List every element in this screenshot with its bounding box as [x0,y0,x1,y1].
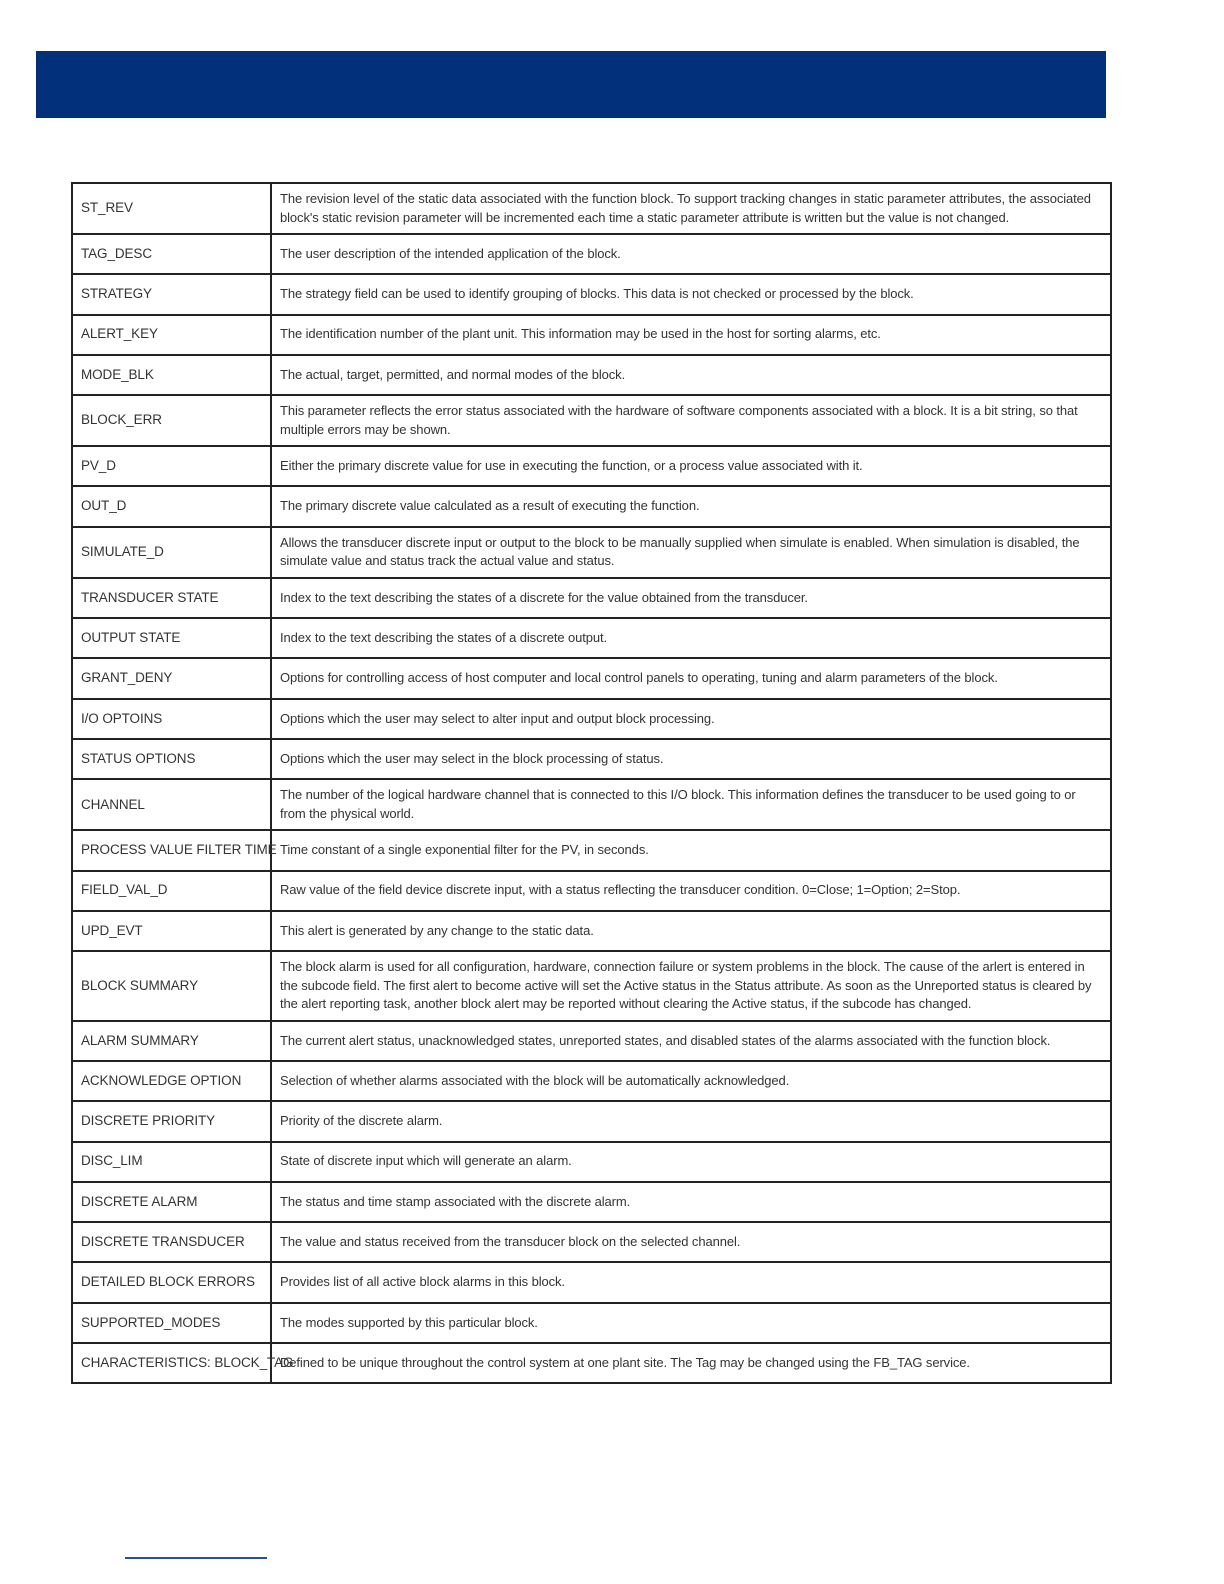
parameter-name: STATUS OPTIONS [72,739,271,779]
table-row [72,1262,1111,1302]
parameter-name: BLOCK_ERR [72,395,271,446]
parameter-name: DISCRETE ALARM [72,1182,271,1222]
table-row [72,446,1111,486]
footer-rule [125,1557,267,1559]
parameter-name: DISC_LIM [72,1142,271,1182]
table-row [72,183,1111,234]
parameter-description: Options for controlling access of host computer and local control panels to operating, tuning and alarm parameters of the block. [271,658,1111,698]
table-row [72,315,1111,355]
table-row [72,658,1111,698]
parameter-name: TAG_DESC [72,234,271,274]
parameter-name: DISCRETE PRIORITY [72,1101,271,1141]
table-row [72,1303,1111,1343]
parameter-description: Time constant of a single exponential filter for the PV, in seconds. [271,830,1111,870]
table-row [72,739,1111,779]
parameter-name: ACKNOWLEDGE OPTION [72,1061,271,1101]
parameter-description: The modes supported by this particular block. [271,1303,1111,1343]
parameter-name: PROCESS VALUE FILTER TIME [72,830,271,870]
parameter-name: FIELD_VAL_D [72,871,271,911]
parameter-name: UPD_EVT [72,911,271,951]
table-row [72,1343,1111,1383]
parameter-name: ALARM SUMMARY [72,1021,271,1061]
header-band [36,51,1106,118]
parameter-description: Provides list of all active block alarms in this block. [271,1262,1111,1302]
table-row [72,527,1111,578]
parameter-description: Raw value of the field device discrete input, with a status reflecting the transducer condition. 0=Close; 1=Option; 2=Stop. [271,871,1111,911]
parameter-description: Index to the text describing the states of a discrete for the value obtained from the transducer. [271,578,1111,618]
parameter-description: Priority of the discrete alarm. [271,1101,1111,1141]
parameter-description: Selection of whether alarms associated with the block will be automatically acknowledged. [271,1061,1111,1101]
parameter-description: Options which the user may select in the block processing of status. [271,739,1111,779]
parameter-name: OUTPUT STATE [72,618,271,658]
table-row [72,779,1111,830]
parameter-name: SUPPORTED_MODES [72,1303,271,1343]
table-row [72,1021,1111,1061]
table-row [72,274,1111,314]
parameter-description: Allows the transducer discrete input or output to the block to be manually supplied when simulate is enabled. When simulation is disabled, the simulate value and status track the actual value and status. [271,527,1111,578]
parameter-description: The identification number of the plant unit. This information may be used in the host for sorting alarms, etc. [271,315,1111,355]
parameter-name: TRANSDUCER STATE [72,578,271,618]
parameter-name: SIMULATE_D [72,527,271,578]
parameter-name: CHANNEL [72,779,271,830]
table-row [72,395,1111,446]
table-row [72,1142,1111,1182]
table-row [72,578,1111,618]
parameter-table-body [72,183,1111,1383]
parameter-description: The number of the logical hardware channel that is connected to this I/O block. This information defines the transducer to be used going to or from the physical world. [271,779,1111,830]
table-row [72,1222,1111,1262]
parameter-name: OUT_D [72,486,271,526]
parameter-name: MODE_BLK [72,355,271,395]
parameter-name: ST_REV [72,183,271,234]
parameter-table [71,182,1112,1384]
parameter-description: The user description of the intended application of the block. [271,234,1111,274]
table-row [72,234,1111,274]
parameter-description: State of discrete input which will generate an alarm. [271,1142,1111,1182]
table-row [72,911,1111,951]
parameter-description: Either the primary discrete value for use in executing the function, or a process value associated with it. [271,446,1111,486]
parameter-name: DETAILED BLOCK ERRORS [72,1262,271,1302]
parameter-description: Index to the text describing the states of a discrete output. [271,618,1111,658]
parameter-description: The actual, target, permitted, and normal modes of the block. [271,355,1111,395]
parameter-description: The block alarm is used for all configuration, hardware, connection failure or system problems in the block. The cause of the arlert is entered in the subcode field. The first alert to become active will set the Active status in the Status attribute. As soon as the Unreported status is cleared by the alert reporting task, another block alert may be reported without clearing the Active status, if the subcode has changed. [271,951,1111,1021]
table-row [72,871,1111,911]
parameter-name: BLOCK SUMMARY [72,951,271,1021]
table-row [72,1101,1111,1141]
table-row [72,355,1111,395]
table-row [72,830,1111,870]
parameter-description: The primary discrete value calculated as a result of executing the function. [271,486,1111,526]
table-row [72,951,1111,1021]
parameter-name: PV_D [72,446,271,486]
parameter-description: Defined to be unique throughout the control system at one plant site. The Tag may be changed using the FB_TAG service. [271,1343,1111,1383]
table-row [72,1061,1111,1101]
parameter-description: The strategy field can be used to identify grouping of blocks. This data is not checked or processed by the block. [271,274,1111,314]
table-row [72,1182,1111,1222]
parameter-description: The status and time stamp associated with the discrete alarm. [271,1182,1111,1222]
table-row [72,486,1111,526]
parameter-description: This parameter reflects the error status associated with the hardware of software components associated with a block. It is a bit string, so that multiple errors may be shown. [271,395,1111,446]
parameter-name: ALERT_KEY [72,315,271,355]
table-row [72,618,1111,658]
parameter-name: STRATEGY [72,274,271,314]
parameter-description: The revision level of the static data associated with the function block. To support tracking changes in static parameter attributes, the associated block's static revision parameter will be incremented each time a static parameter attribute is written but the value is not changed. [271,183,1111,234]
parameter-description: Options which the user may select to alter input and output block processing. [271,699,1111,739]
parameter-name: GRANT_DENY [72,658,271,698]
table-row [72,699,1111,739]
parameter-name: I/O OPTOINS [72,699,271,739]
parameter-name: DISCRETE TRANSDUCER [72,1222,271,1262]
parameter-name: CHARACTERISTICS: BLOCK_TAG [72,1343,271,1383]
parameter-description: The value and status received from the transducer block on the selected channel. [271,1222,1111,1262]
parameter-description: The current alert status, unacknowledged states, unreported states, and disabled states of the alarms associated with the function block. [271,1021,1111,1061]
parameter-description: This alert is generated by any change to the static data. [271,911,1111,951]
